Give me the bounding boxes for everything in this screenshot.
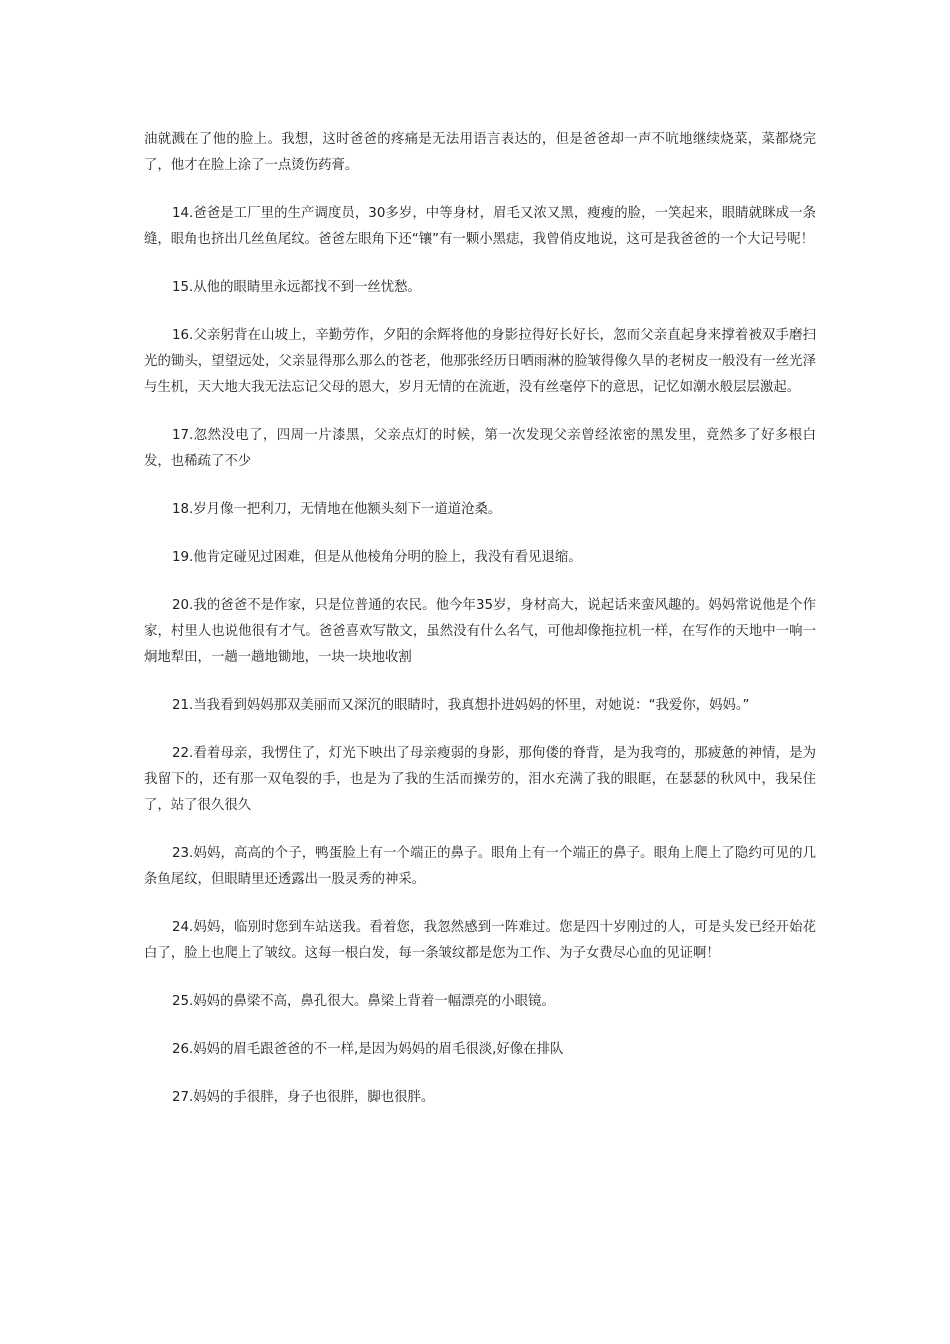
paragraph-20: 20.我的爸爸不是作家，只是位普通的农民。他今年35岁，身材高大，说起话来蛮风趣的。妈妈常说他是个作家，村里人也说他很有才气。爸爸喜欢写散文，虽然没有什么名气，可他却像拖拉机一样，在写作的天地中一响一炯地犁田，一趟一趟地锄地，一块一块地收割: [144, 598, 816, 665]
paragraph-16: 16.父亲躬背在山坡上，辛勤劳作，夕阳的余辉将他的身影拉得好长好长，忽而父亲直起身来撑着被双手磨扫光的锄头，望望远处，父亲显得那么那么的苍老，他那张经历日晒雨淋的脸皱得像久旱的老树皮一般没有一丝光泽与生机，天大地大我无法忘记父母的恩大，岁月无情的在流逝，没有丝毫停下的意思，记忆如潮水般层层激起。: [144, 328, 816, 395]
paragraph-18: 18.岁月像一把利刀，无情地在他额头刻下一道道沧桑。: [172, 502, 502, 517]
paragraph-continuation: 油就溅在了他的脸上。我想，这时爸爸的疼痛是无法用语言表达的，但是爸爸却一声不吭地继续烧菜，菜都烧完了，他才在脸上涂了一点烫伤药膏。: [144, 132, 816, 173]
paragraph-21: 21.当我看到妈妈那双美丽而又深沉的眼睛时，我真想扑进妈妈的怀里，对她说：“我爱你，妈妈。”: [172, 698, 750, 713]
paragraph-22: 22.看着母亲，我愣住了，灯光下映出了母亲瘦弱的身影，那佝偻的脊背，是为我弯的，那疲惫的神情，是为我留下的，还有那一双龟裂的手，也是为了我的生活而操劳的，泪水充满了我的眼眶，在瑟瑟的秋风中，我呆住了，站了很久很久: [144, 746, 816, 813]
paragraph-17: 17.忽然没电了，四周一片漆黑，父亲点灯的时候，第一次发现父亲曾经浓密的黑发里，竟然多了好多根白发，也稀疏了不少: [144, 428, 816, 469]
paragraph-15: 15.从他的眼睛里永远都找不到一丝忧愁。: [172, 280, 421, 295]
paragraph-14: 14.爸爸是工厂里的生产调度员，30多岁，中等身材，眉毛又浓又黑，瘦瘦的脸，一笑起来，眼睛就眯成一条缝，眼角也挤出几丝鱼尾纹。爸爸左眼角下还“镶”有一颗小黑痣，我曾俏皮地说，这可是我爸爸的一个大记号呢！: [144, 206, 816, 247]
paragraph-25: 25.妈妈的鼻梁不高，鼻孔很大。鼻梁上背着一幅漂亮的小眼镜。: [172, 994, 555, 1009]
paragraph-27: 27.妈妈的手很胖，身子也很胖，脚也很胖。: [172, 1090, 435, 1105]
paragraph-26: 26.妈妈的眉毛跟爸爸的不一样,是因为妈妈的眉毛很淡,好像在排队: [172, 1042, 564, 1057]
document-body: [144, 127, 816, 1133]
paragraph-23: 23.妈妈，高高的个子，鸭蛋脸上有一个端正的鼻子。眼角上有一个端正的鼻子。眼角上爬上了隐约可见的几条鱼尾纹，但眼睛里还透露出一股灵秀的神采。: [144, 846, 816, 887]
paragraph-24: 24.妈妈，临别时您到车站送我。看着您，我忽然感到一阵难过。您是四十岁刚过的人，可是头发已经开始花白了，脸上也爬上了皱纹。这每一根白发，每一条皱纹都是您为工作、为子女费尽心血的见证啊！: [144, 920, 816, 961]
paragraph-19: 19.他肯定碰见过困难，但是从他棱角分明的脸上，我没有看见退缩。: [172, 550, 582, 565]
